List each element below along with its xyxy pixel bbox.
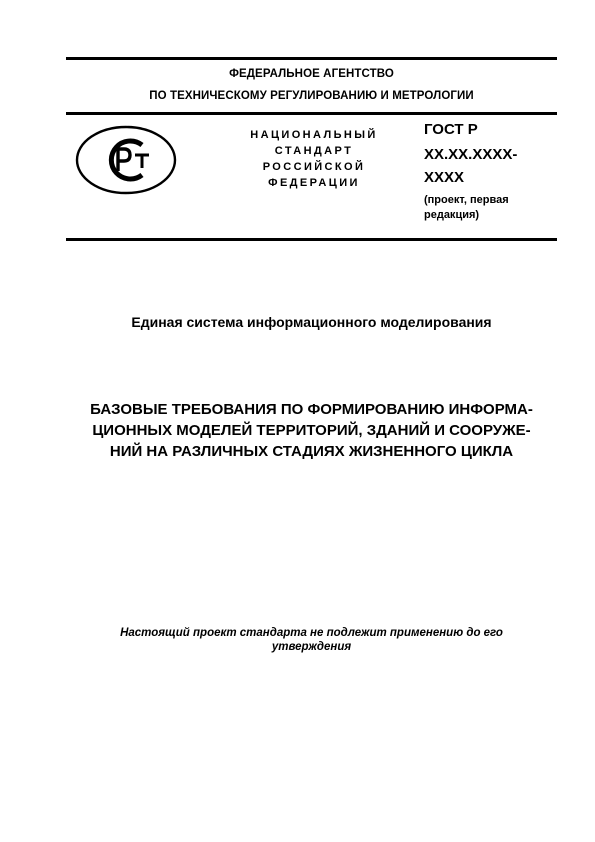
edition-line-2: редакция) — [424, 209, 480, 221]
gost-label: ГОСТ Р — [424, 121, 478, 138]
draft-note-line-2: утверждения — [271, 641, 352, 653]
draft-note-line-1: Настоящий проект стандарта не подлежит применению до его — [120, 627, 503, 639]
series-title: Единая система информационного моделирования — [131, 314, 492, 330]
agency-name-line-2: ПО ТЕХНИЧЕСКОМУ РЕГУЛИРОВАНИЮ И МЕТРОЛОГИИ — [149, 90, 474, 102]
standard-type-line-2: СТАНДАРТ — [274, 145, 354, 157]
gost-r-mark-icon — [74, 124, 178, 196]
header-divider-rule — [66, 112, 557, 115]
agency-name-line-1: ФЕДЕРАЛЬНОЕ АГЕНТСТВО — [229, 68, 394, 80]
document-title-line-2: ЦИОННЫХ МОДЕЛЕЙ ТЕРРИТОРИЙ, ЗДАНИЙ И СООРУЖЕ- — [92, 422, 531, 439]
gost-number-line-2: XXXX — [424, 169, 465, 186]
standard-type-line-3: РОССИЙСКОЙ — [262, 161, 366, 173]
edition-line-1: (проект, первая — [424, 194, 509, 206]
top-rule — [66, 57, 557, 60]
document-title-line-3: НИЙ НА РАЗЛИЧНЫХ СТАДИЯХ ЖИЗНЕННОГО ЦИКЛА — [109, 443, 514, 460]
gost-number-line-1: XX.XX.XXXX- — [424, 146, 518, 163]
standard-type-line-4: ФЕДЕРАЦИИ — [268, 177, 360, 189]
standard-type-line-1: НАЦИОНАЛЬНЫЙ — [250, 129, 378, 141]
document-title-line-1: БАЗОВЫЕ ТРЕБОВАНИЯ ПО ФОРМИРОВАНИЮ ИНФОРМА- — [90, 401, 533, 418]
bottom-header-rule — [66, 238, 557, 241]
